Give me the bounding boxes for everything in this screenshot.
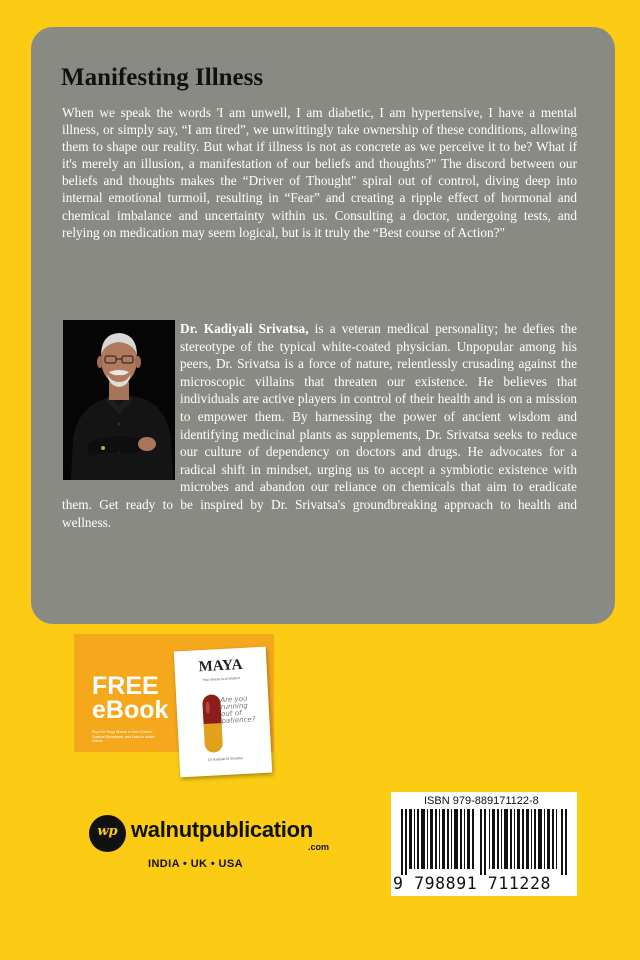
walnut-logo-icon	[89, 815, 126, 852]
free-ebook-banner[interactable]	[74, 634, 274, 762]
barcode-bars	[401, 809, 567, 875]
maya-book-cover	[174, 647, 272, 778]
book-cover-subtitle: Your illness is an illusion	[202, 676, 241, 683]
publisher-domain: .com	[308, 842, 330, 852]
publisher-locations: INDIA • UK • USA	[148, 858, 243, 870]
book-cover-title: MAYA	[198, 656, 243, 676]
isbn-label: ISBN 979-889171122-8	[424, 795, 539, 807]
synopsis-paragraph: When we speak the words 'I am unwell, I am diabetic, I am hypertensive, I have a mental illness, or simply say, “I am tired”, we unwittingly take ownership of these conditions, allowing them to shape our reality. But what if illness is not as concrete as we perceive it to be? What if it's merely an illusion, a manifestation of our beliefs and thoughts?" The discord between our beliefs and thoughts makes the “Driver of Thought" spiral out of control, diving deep into internal emotional turmoil, resulting in “Fear” and creating a ripple effect of hormonal and chemical imbalance and uncertainty within us. Consulting a doctor, undergoing tests, and relying on medication may seem logical, but is it truly the “Best course of Action?"	[62, 105, 577, 240]
author-bio	[62, 320, 577, 531]
logo-letters: wp	[97, 824, 118, 839]
free-label: FREE	[92, 672, 159, 700]
section-title: Manifesting Illness	[61, 64, 264, 91]
ebook-label: eBook	[92, 696, 169, 724]
ebook-small-text: Stop the Maya illusion to take Control-Gradual Symptoms, and Links to watch Videos	[92, 730, 155, 744]
author-name: Dr. Kadiyali Srivatsa,	[180, 321, 309, 336]
book-cover-question: Are you running out of patience?	[220, 694, 256, 726]
publisher-name: walnutpublication	[131, 817, 313, 842]
author-bio-text: is a veteran medical personality; he defies the stereotype of the typical white-coated physician. Unpopular among his peers, Dr. Srivatsa is a force of nature, relentlessly crusading against the microscopic villains that threaten our existence. He believes that individuals are active players in control of their health and is on a mission to empower them. By harnessing the power of ancient wisdom and identifying medicinal plants as supplements, Dr. Srivatsa seeks to reduce our culture of dependency on doctors and drugs. He advocates for a radical shift in mindset, urging us to accept a symbiotic existence with microbes and abandon our reliance on chemicals that aim to eradicate them. Get ready to be inspired by Dr. Srivatsa's groundbreaking approach to health and wellness.	[62, 321, 577, 530]
photo-spacer	[62, 320, 180, 480]
free-ebook-heading	[92, 674, 182, 722]
isbn-barcode	[391, 792, 577, 896]
book-cover-author: Dr Kadiyali M Srivatsa	[208, 756, 243, 762]
barcode-digits: 9 798891 711228	[393, 874, 552, 893]
